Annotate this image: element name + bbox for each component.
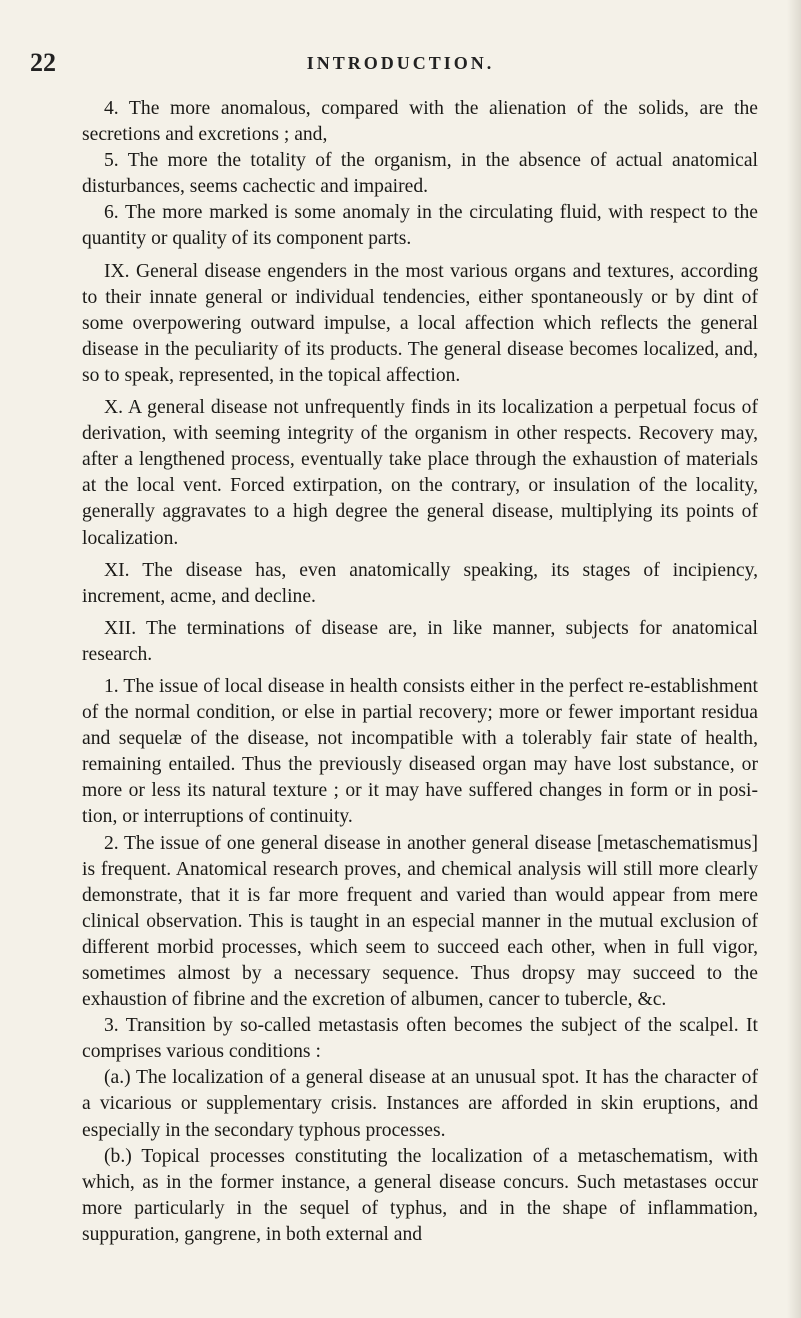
page-header	[30, 48, 771, 78]
paragraph-section-ix: IX. General disease engenders in the most various organs and textures, according to their innate general or individual tendencies, either spontaneously or by dint of some overpowering outward impulse, a local affection which reflects the general disease in the peculiarity of its products. The general disease becomes localized, and, so to speak, represented, in the topical affection.	[82, 260, 758, 386]
paragraph-section-xi: XI. The disease has, even anatomically speaking, its stages of incipiency, increment, acme, and decline.	[82, 559, 758, 607]
paragraph-item-1: 1. The issue of local disease in health consists either in the perfect re-establishment of the normal condition, or else in partial recovery; more or fewer important residua and sequelæ of the disease, not incompatible with a tolerably fair state of health, remaining entailed. Thus the previously diseased organ may have lost substance, or more or less its natural texture ; or it may have suffered changes in form or in position, or interruptions of continuity.	[82, 675, 758, 828]
paragraph-item-4: 4. The more anomalous, compared with the alienation of the solids, are the secretions and excretions ; and,	[82, 98, 758, 146]
paragraph-item-a: (a.) The localization of a general disease at an unusual spot. It has the character of a vicarious or supplementary crisis. Instances are afforded in skin eruptions, and especially in the secondary typhous processes.	[82, 1067, 758, 1141]
paragraph-item-2: 2. The issue of one general disease in another general disease [metaschematismus] is frequent. Anatomical research proves, and chemical analysis will still more clearly demonstrate, that it is far more frequent and varied than would appear from mere clinical observation. This is taught in an especial manner in the mutual exclusion of different morbid processes, which seem to succeed each other, when in full vigor, sometimes almost by a necessary sequence. Thus dropsy may succeed to the exhaustion of fibrine and the excretion of albumen, cancer to tubercle, &c.	[82, 832, 758, 1011]
paragraph-section-x: X. A general disease not unfrequently finds in its localization a perpetual focus of derivation, with seeming integrity of the organism in other respects. Recovery may, after a lengthened process, eventually take place through the exhaustion of materials at the local vent. Forced extirpation, on the contrary, or insulation of the locality, generally aggravates to a high degree the general disease, multiplying its points of localization.	[82, 397, 758, 549]
paragraph-item-b: (b.) Topical processes constituting the localization of a metaschematism, with which, as in the former instance, a general disease concurs. Such metastases occur more particularly in the sequel of typhus, and in the shape of inflammation, suppuration, gangrene, in both external and	[82, 1145, 758, 1245]
page-number: 22	[30, 48, 56, 77]
body-text	[82, 96, 758, 1248]
page-edge-shadow	[787, 0, 801, 1318]
running-head: INTRODUCTION.	[306, 53, 495, 73]
paragraph-item-6: 6. The more marked is some anomaly in the circulating fluid, with respect to the quantity or quality of its component parts.	[82, 202, 758, 250]
paragraph-section-xii: XII. The terminations of disease are, in like manner, subjects for anatomical research.	[82, 617, 758, 665]
paragraph-item-5: 5. The more the totality of the organism, in the absence of actual anatomical disturbances, seems cachectic and impaired.	[82, 150, 758, 198]
paragraph-item-3: 3. Transition by so-called metastasis often becomes the subject of the scalpel. It comprises various conditions :	[82, 1015, 758, 1063]
